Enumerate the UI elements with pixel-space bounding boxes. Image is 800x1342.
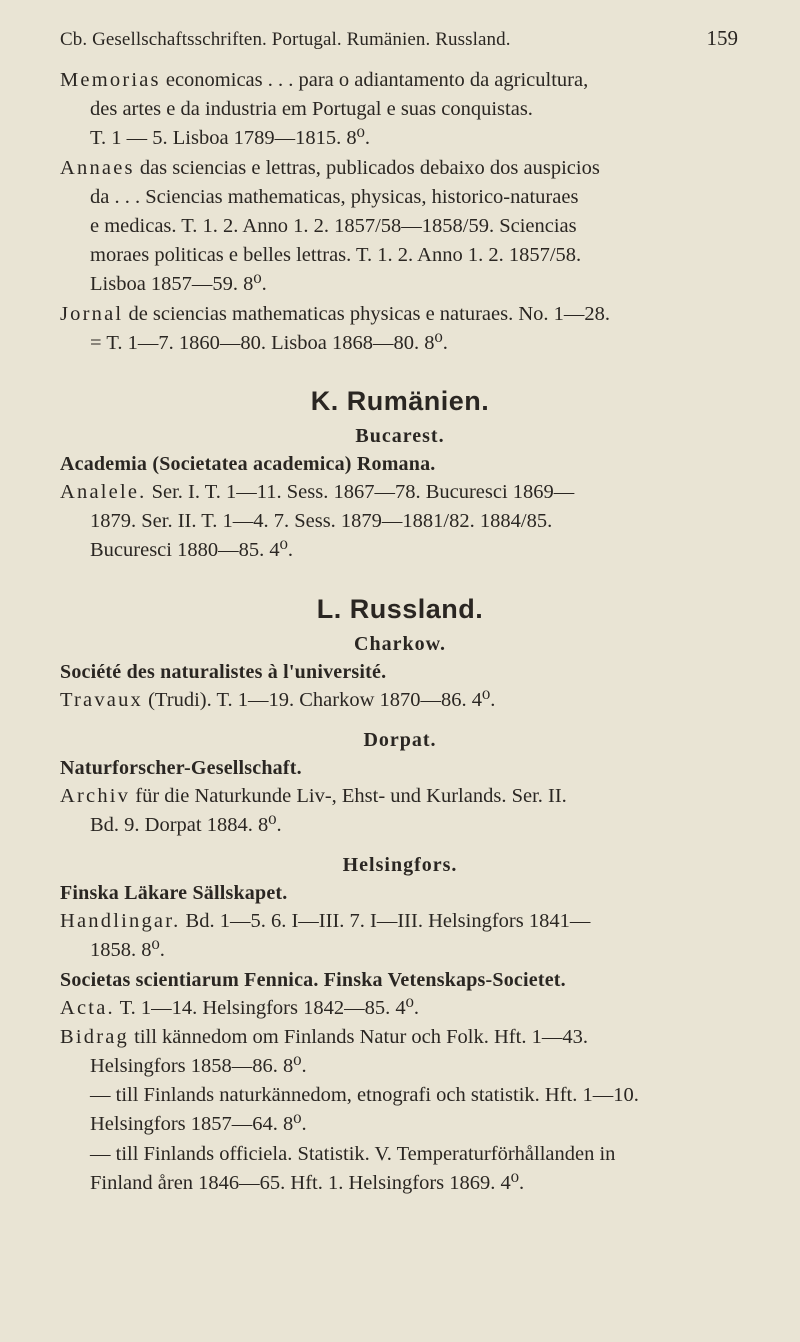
page-body (60, 66, 740, 1198)
entry-jornal (60, 300, 740, 358)
entry-text: till kännedom om Finlands Natur och Folk. Hft. 1—43. (129, 1025, 588, 1048)
entry-text: (Trudi). T. 1—19. Charkow 1870—86. 4⁰. (142, 688, 496, 711)
society-name: Société des naturalistes à l'université. (60, 660, 387, 683)
entry-continuation: 1879. Ser. II. T. 1—4. 7. Sess. 1879—1881/82. 1884/85. (90, 510, 553, 533)
entry-continuation: Bucuresci 1880—85. 4⁰. (90, 539, 293, 562)
entry-continuation: moraes politicas e belles lettras. T. 1. 2. Anno 1. 2. 1857/58. (90, 244, 582, 267)
running-title: Cb. Gesellschaftsschriften. Portugal. Rumänien. Russland. (60, 29, 511, 50)
entry-title: Acta. (60, 996, 115, 1019)
entry-title: Travaux (60, 688, 143, 711)
entry-text: de sciencias mathematicas physicas e naturaes. No. 1—28. (123, 302, 611, 325)
entry-continuation: Lisboa 1857—59. 8⁰. (90, 273, 267, 296)
entry-text: Bd. 1—5. 6. I—III. 7. I—III. Helsingfors 1841— (180, 910, 591, 933)
entry-title: Annaes (60, 156, 135, 179)
entry-title: Archiv (60, 784, 131, 807)
entry-continuation: 1858. 8⁰. (90, 939, 165, 962)
society-name: Academia (Societatea academica) Romana. (60, 453, 436, 476)
entry-bidrag-naturkannedom (60, 1081, 740, 1139)
entry-text: T. 1—14. Helsingfors 1842—85. 4⁰. (114, 996, 419, 1019)
page-number: 159 (706, 26, 738, 50)
entry-text: für die Naturkunde Liv-, Ehst- und Kurlands. Ser. II. (130, 784, 567, 807)
city-heading: Helsingfors. (342, 854, 458, 877)
entry-continuation: des artes e da industria em Portugal e suas conquistas. (90, 98, 533, 121)
society-name: Naturforscher-Gesellschaft. (60, 756, 302, 779)
entry-analele (60, 478, 740, 566)
entry-travaux (60, 686, 740, 715)
entry-continuation: Helsingfors 1857—64. 8⁰. (90, 1113, 307, 1136)
entry-acta (60, 994, 740, 1023)
entry-text: das sciencias e lettras, publicados debaixo dos auspicios (134, 156, 600, 179)
entry-title: Bidrag (60, 1025, 129, 1048)
entry-continuation: Finland åren 1846—65. Hft. 1. Helsingfors 1869. 4⁰. (90, 1171, 525, 1194)
entry-title: Analele. (60, 481, 147, 504)
society-name: Societas scientiarum Fennica. Finska Vetenskaps-Societet. (60, 968, 566, 991)
entry-continuation: = T. 1—7. 1860—80. Lisboa 1868—80. 8⁰. (90, 331, 448, 354)
entry-annaes (60, 154, 740, 300)
entry-continuation: e medicas. T. 1. 2. Anno 1. 2. 1857/58—1858/59. Sciencias (90, 215, 577, 238)
entry-text: till Finlands officiela. Statistik. V. Temperaturförhållanden in (110, 1142, 616, 1165)
entry-title: Handlingar. (60, 910, 181, 933)
entry-handlingar (60, 907, 740, 965)
entry-text: economicas . . . para o adiantamento da agricultura, (160, 69, 589, 91)
entry-archiv (60, 782, 740, 840)
entry-text: till Finlands naturkännedom, etnografi och statistik. Hft. 1—10. (110, 1084, 639, 1107)
entry-title: Memorias (60, 69, 161, 91)
entry-bidrag (60, 1023, 740, 1081)
entry-dash: — (90, 1084, 111, 1107)
society-name: Finska Läkare Sällskapet. (60, 882, 288, 905)
entry-continuation: Bd. 9. Dorpat 1884. 8⁰. (90, 814, 282, 837)
entry-continuation: T. 1 — 5. Lisboa 1789—1815. 8⁰. (90, 127, 371, 150)
entry-title: Jornal (60, 302, 124, 325)
entry-memorias (60, 66, 740, 154)
city-heading: Dorpat. (363, 728, 437, 751)
entry-text: Ser. I. T. 1—11. Sess. 1867—78. Bucuresci 1869— (146, 481, 575, 504)
entry-dash: — (90, 1142, 111, 1165)
entry-bidrag-statistik (60, 1140, 740, 1198)
city-heading: Charkow. (354, 632, 446, 655)
section-heading-rumanien: K. Rumänien. (310, 386, 490, 417)
page-header (60, 26, 738, 56)
entry-continuation: Helsingfors 1858—86. 8⁰. (90, 1055, 307, 1078)
entry-continuation: da . . . Sciencias mathematicas, physicas, historico-naturaes (90, 185, 579, 208)
section-heading-russland: L. Russland. (316, 593, 484, 624)
city-heading: Bucarest. (355, 425, 445, 448)
